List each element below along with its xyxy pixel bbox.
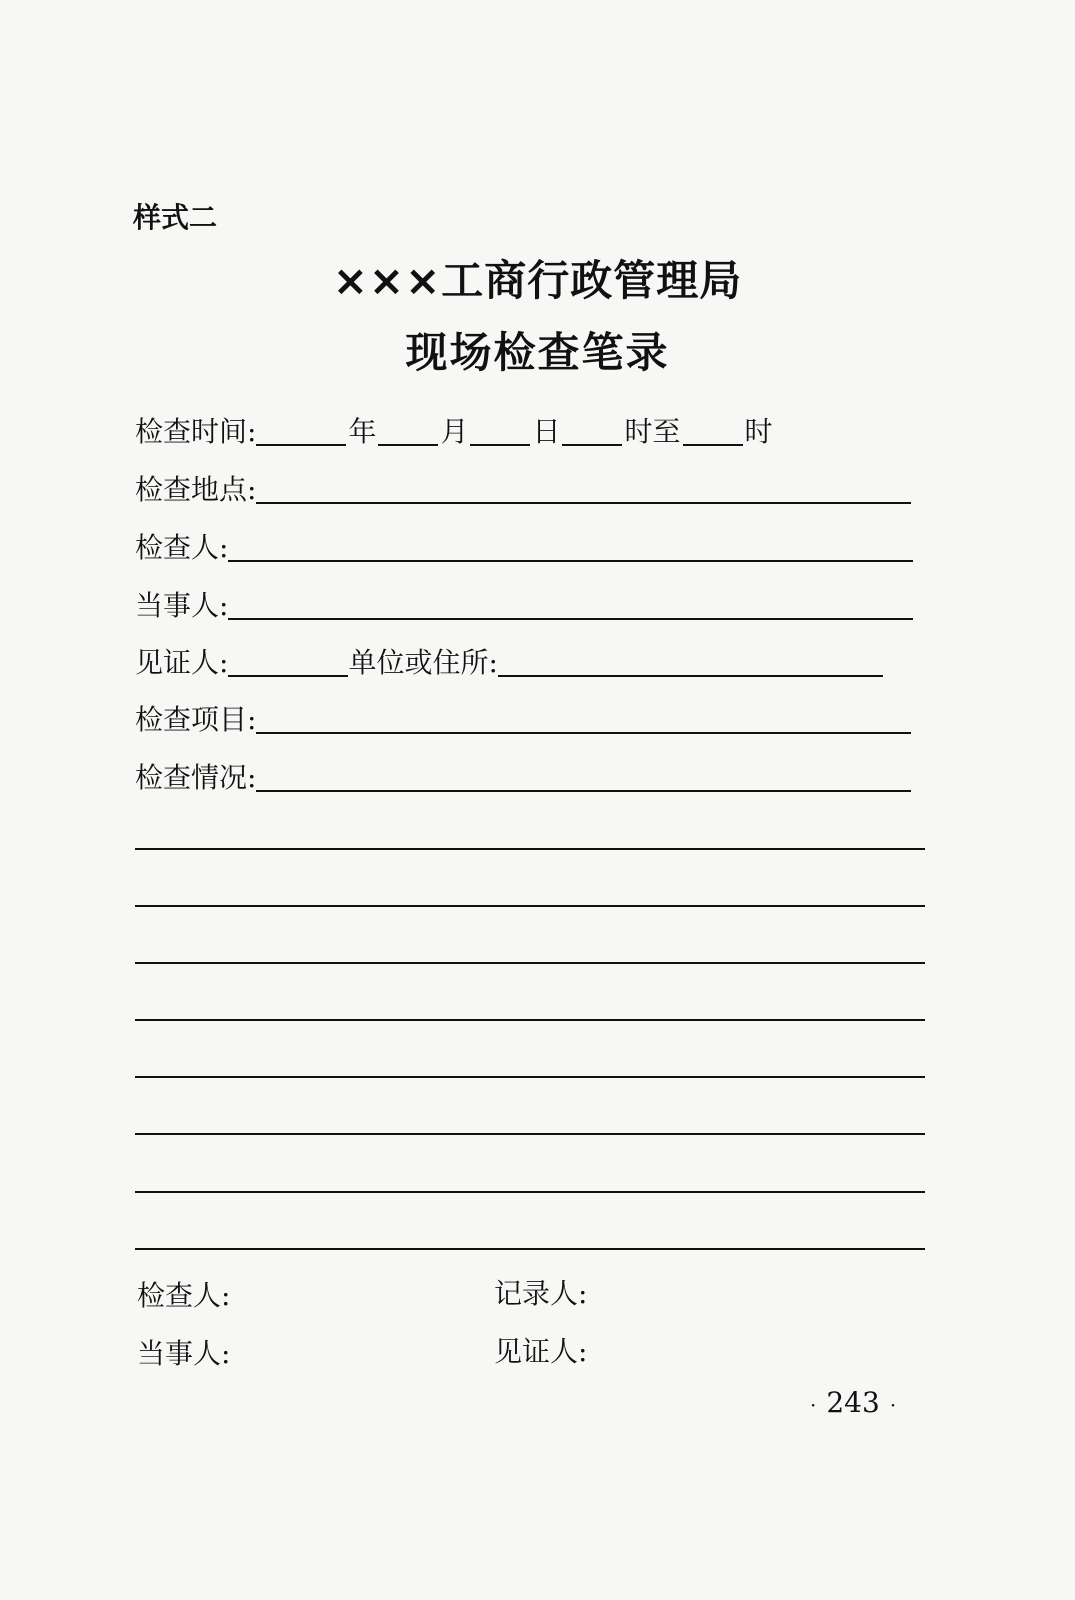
witness-label: 见证人: — [135, 646, 229, 679]
page-number-value: 243 — [826, 1386, 880, 1419]
day-unit: 日 — [532, 415, 561, 448]
hour-to-unit: 时至 — [624, 415, 681, 448]
sig-witness-label: 见证人: — [494, 1335, 588, 1368]
sig-recorder-label: 记录人: — [494, 1277, 588, 1310]
page-dot-right: · — [889, 1392, 897, 1417]
start-hour-blank[interactable] — [562, 414, 622, 446]
month-blank[interactable] — [378, 414, 438, 446]
day-blank[interactable] — [470, 414, 530, 446]
witness-row — [135, 641, 883, 681]
place-label: 检查地点: — [135, 473, 257, 506]
situation-line[interactable] — [135, 962, 925, 964]
witness-blank[interactable] — [228, 645, 348, 677]
doc-title: 现场检查笔录 — [405, 328, 670, 377]
address-blank[interactable] — [498, 645, 883, 677]
situation-line[interactable] — [135, 905, 925, 907]
items-row — [135, 698, 911, 738]
year-unit: 年 — [348, 415, 377, 448]
situation-row — [135, 756, 911, 796]
time-label: 检查时间: — [135, 415, 257, 448]
inspector-label: 检查人: — [135, 531, 229, 564]
year-blank[interactable] — [256, 414, 346, 446]
party-label: 当事人: — [135, 589, 229, 622]
place-row — [135, 468, 911, 508]
party-row — [135, 584, 913, 624]
place-blank[interactable] — [256, 472, 911, 504]
hour-unit: 时 — [744, 415, 773, 448]
month-unit: 月 — [440, 415, 469, 448]
page-number — [800, 1386, 906, 1419]
situation-line[interactable] — [135, 1133, 925, 1135]
situation-line[interactable] — [135, 1191, 925, 1193]
time-row — [135, 410, 775, 450]
inspector-blank[interactable] — [228, 530, 913, 562]
party-blank[interactable] — [228, 588, 913, 620]
sig-inspector-label: 检查人: — [137, 1279, 231, 1312]
items-label: 检查项目: — [135, 703, 257, 736]
sig-party-label: 当事人: — [137, 1337, 231, 1370]
inspector-row — [135, 526, 913, 566]
situation-line[interactable] — [135, 1019, 925, 1021]
situation-line[interactable] — [135, 848, 925, 850]
style-label: 样式二 — [133, 201, 218, 234]
situation-line[interactable] — [135, 1076, 925, 1078]
situation-line[interactable] — [135, 1248, 925, 1250]
end-hour-blank[interactable] — [683, 414, 743, 446]
situation-label: 检查情况: — [135, 761, 257, 794]
org-title: ×××工商行政管理局 — [332, 256, 743, 305]
page-dot-left: · — [810, 1392, 817, 1417]
address-label: 单位或住所: — [348, 646, 498, 679]
items-blank[interactable] — [256, 702, 911, 734]
situation-blank[interactable] — [256, 760, 911, 792]
